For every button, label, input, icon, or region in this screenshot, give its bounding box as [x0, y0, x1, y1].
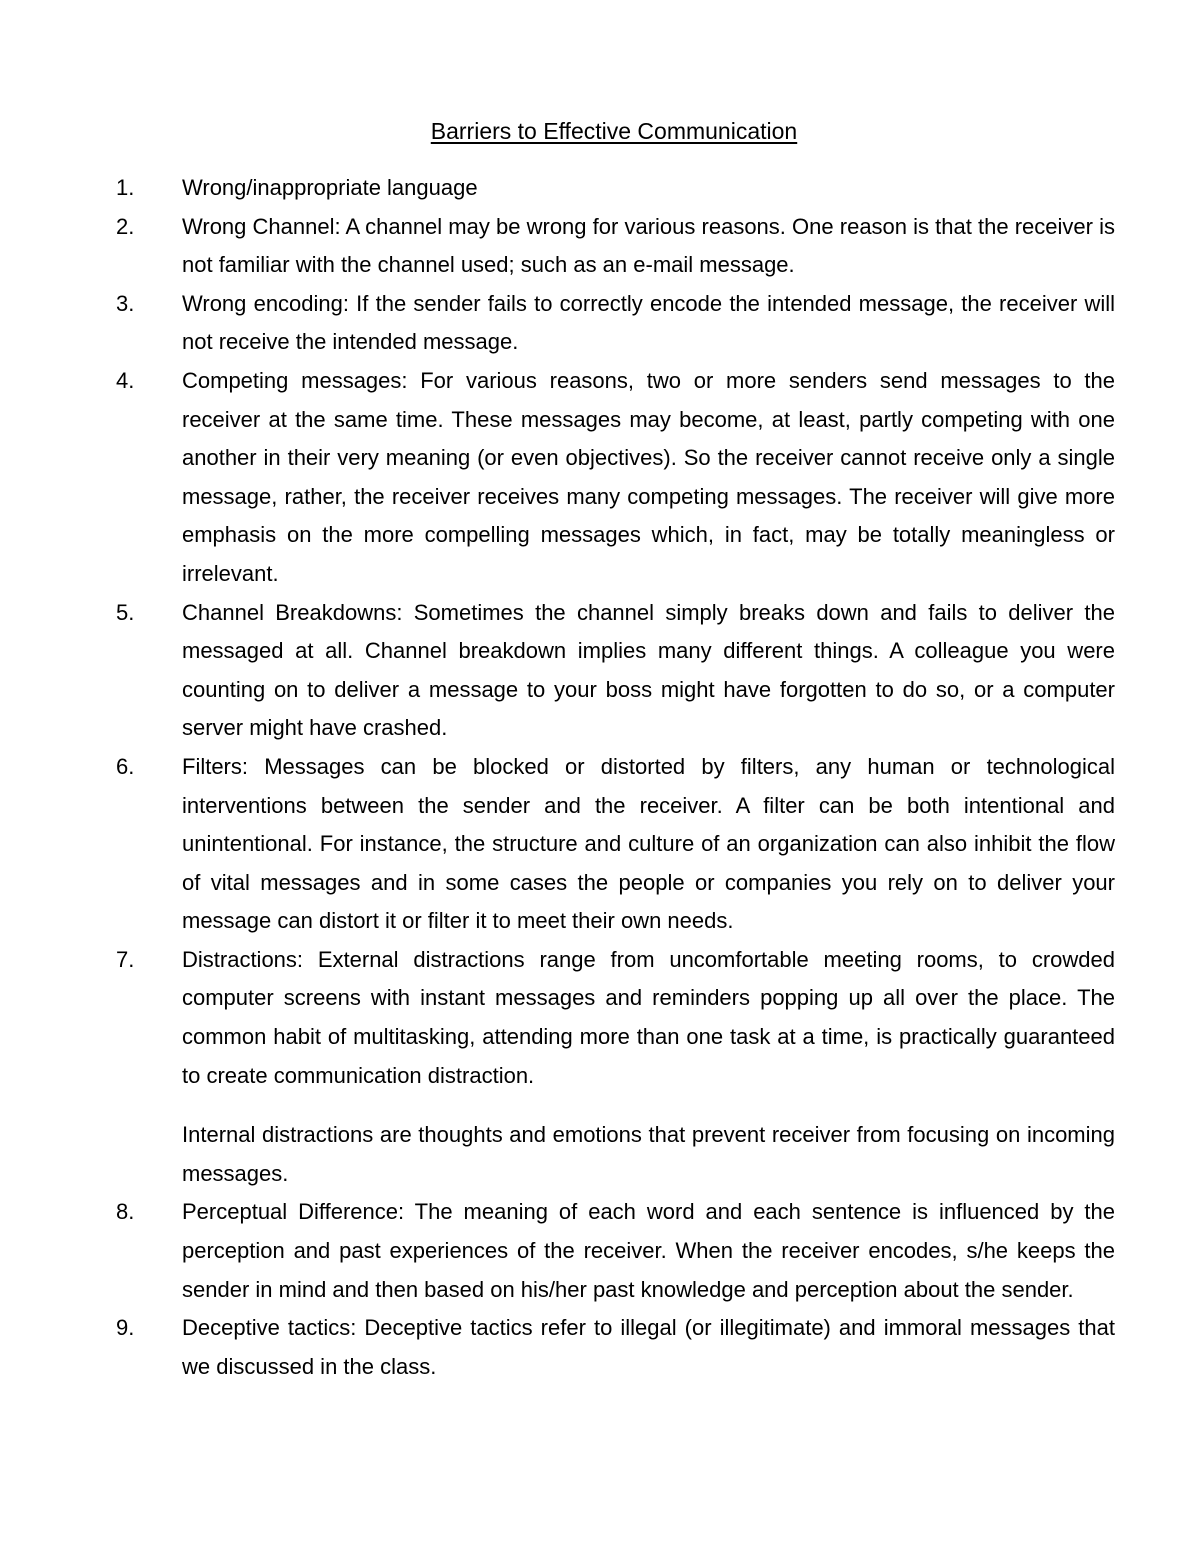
list-item-text: Competing messages: For various reasons, two or more senders send messages to the receiver at the same time. These messages may become, at least, partly competing with one another in their very meaning (or even objectives). So the receiver cannot receive only a single message, rather, the receiver receives many competing messages. The receiver will give more emphasis on the more compelling messages which, in fact, may be totally meaningless or irrelevant. [182, 367, 1115, 586]
list-item-number: 8. [116, 1199, 135, 1225]
list-item [116, 594, 1115, 748]
list-item [116, 1309, 1115, 1386]
list-item [116, 748, 1115, 941]
list-item [116, 362, 1115, 594]
list-item [116, 285, 1115, 362]
list-item-number: 3. [116, 290, 135, 316]
list-item-number: 2. [116, 213, 135, 239]
list-item [116, 169, 1115, 208]
list-item-number: 4. [116, 367, 135, 393]
list-item [116, 1193, 1115, 1309]
list-item-number: 5. [116, 599, 135, 625]
list-item-text: Distractions: External distractions range from uncomfortable meeting rooms, to crowded computer screens with instant messages and reminders popping up all over the place. The common habit of multitasking, attending more than one task at a time, is practically guaranteed to create communication distraction. [182, 946, 1115, 1088]
list-item [116, 941, 1115, 1194]
list-item-text: Wrong Channel: A channel may be wrong for various reasons. One reason is that the receiver is not familiar with the channel used; such as an e-mail message. [182, 213, 1115, 278]
list-item-number: 6. [116, 753, 135, 779]
list-item-text: Perceptual Difference: The meaning of each word and each sentence is influenced by the perception and past experiences of the receiver. When the receiver encodes, s/he keeps the sender in mind and then based on his/her past knowledge and perception about the sender. [182, 1199, 1115, 1302]
list-item-text: Wrong/inappropriate language [182, 175, 478, 200]
list-item-text: Channel Breakdowns: Sometimes the channel simply breaks down and fails to deliver the messaged at all. Channel breakdown implies many different things. A colleague you were counting on to deliver a message to your boss might have forgotten to do so, or a computer server might have crashed. [182, 599, 1115, 741]
list-item-text-continued: Internal distractions are thoughts and emotions that prevent receiver from focusing on incoming messages. [182, 1122, 1115, 1186]
list-item [116, 208, 1115, 285]
list-item-text: Wrong encoding: If the sender fails to correctly encode the intended message, the receiver will not receive the intended message. [182, 290, 1115, 355]
document-title: Barriers to Effective Communication [430, 118, 798, 144]
barriers-list [116, 169, 1115, 1386]
list-item-number: 1. [116, 175, 135, 200]
list-item-number: 9. [116, 1315, 135, 1341]
list-item-text: Deceptive tactics: Deceptive tactics refer to illegal (or illegitimate) and immoral messages that we discussed in the class. [182, 1315, 1115, 1379]
list-item-text: Filters: Messages can be blocked or distorted by filters, any human or technological interventions between the sender and the receiver. A filter can be both intentional and unintentional. For instance, the structure and culture of an organization can also inhibit the flow of vital messages and in some cases the people or companies you rely on to deliver your message can distort it or filter it to meet their own needs. [182, 753, 1115, 934]
list-item-number: 7. [116, 946, 135, 972]
